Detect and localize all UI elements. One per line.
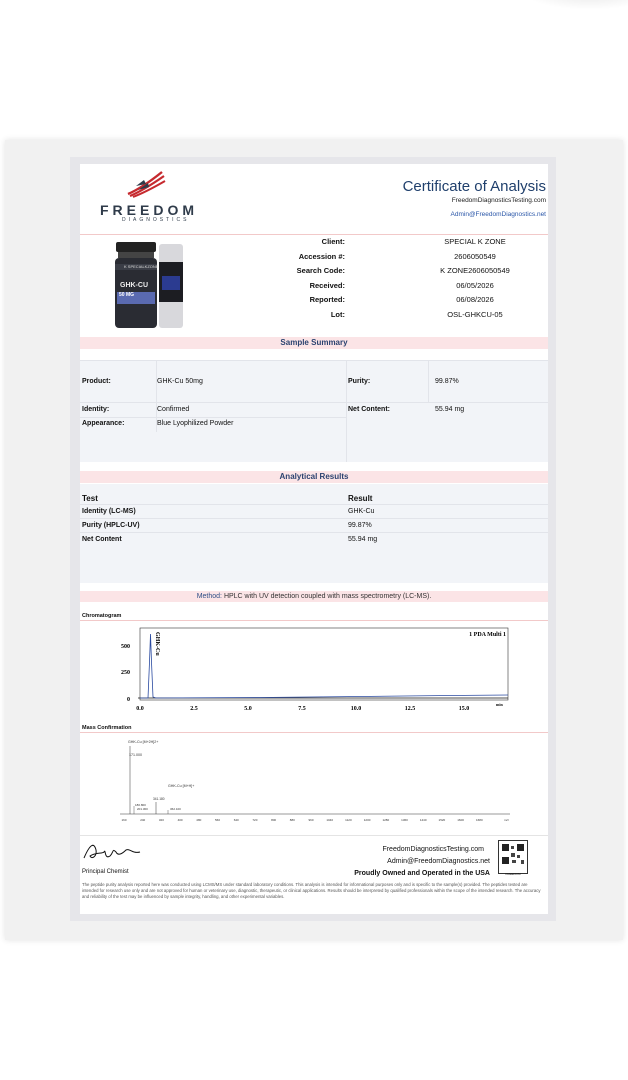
header-email[interactable]: Admin@FreedomDiagnostics.net: [450, 211, 546, 218]
info-value: SPECIAL K ZONE: [444, 237, 506, 246]
info-label: Received:: [309, 281, 345, 290]
x-tick: 5.0: [244, 706, 252, 712]
ion-label: GHK-Cu [M+2H]2+: [128, 740, 159, 744]
chromatogram-divider: [80, 620, 548, 621]
mass-x-tick: 1440: [419, 818, 427, 822]
mass-x-tick: 480: [196, 818, 202, 822]
product-value: GHK-Cu 50mg: [157, 378, 203, 385]
mass-x-tick: 1360: [401, 818, 408, 822]
method-text: HPLC with UV detection coupled with mass spectrometry (LC-MS).: [223, 593, 432, 600]
ion-mz: 171.000: [129, 753, 142, 757]
mass-x-tick: 240: [140, 818, 146, 822]
mass-x-tick: 320: [158, 818, 164, 822]
purity-label: Purity:: [348, 378, 371, 385]
grid-line: [80, 518, 548, 519]
header-divider: [80, 234, 548, 235]
mass-x-tick: 400: [177, 818, 183, 822]
qr-code-icon[interactable]: [498, 840, 528, 874]
info-row-reported: [230, 295, 540, 309]
grid-line: [80, 504, 548, 505]
x-tick: 0.0: [136, 706, 144, 712]
mass-x-tick: 800: [271, 818, 277, 822]
grid-line: [346, 360, 347, 462]
result-test: Identity (LC-MS): [82, 508, 136, 515]
mass-x-tick: 1120: [345, 818, 352, 822]
info-row-accession: [230, 252, 540, 266]
certificate-page: [80, 164, 548, 914]
purity-value: 99.87%: [435, 378, 459, 385]
grid-line: [80, 360, 548, 361]
analytical-panel: [80, 484, 548, 583]
plot-frame: [140, 628, 508, 700]
grid-line: [80, 402, 548, 403]
info-label: Reported:: [309, 295, 345, 304]
col-test-header: Test: [82, 494, 98, 503]
info-label: Lot:: [330, 310, 345, 319]
chromatogram-heading: Chromatogram: [82, 613, 122, 619]
grid-line: [80, 532, 548, 533]
info-row-received: [230, 281, 540, 295]
mass-x-tick: 1680: [475, 818, 483, 822]
minor-mz: 201.300: [137, 807, 148, 811]
identity-label: Identity:: [82, 406, 110, 413]
mass-x-tick: 960: [308, 818, 314, 822]
peak-label: GHK-Cu: [154, 632, 160, 656]
grid-line: [428, 360, 429, 402]
footer-owned: Proudly Owned and Operated in the USA: [354, 870, 490, 877]
footer-website[interactable]: FreedomDiagnosticsTesting.com: [382, 846, 484, 853]
x-tick: 7.5: [298, 706, 306, 712]
mass-x-tick: 880: [289, 818, 295, 822]
result-value: 55.94 mg: [348, 536, 378, 543]
vial-brand: K SPECIALKZONE: [124, 264, 159, 269]
vial-dose: 50 MG: [119, 292, 135, 298]
x-unit: min: [496, 702, 503, 707]
result-test: Purity (HPLC-UV): [82, 522, 140, 529]
appearance-label: Appearance:: [82, 420, 125, 427]
info-value: OSL-GHKCU-05: [447, 310, 503, 319]
info-row-search-code: [230, 266, 540, 280]
appearance-value: Blue Lyophilized Powder: [157, 420, 234, 427]
y-tick: 250: [121, 670, 130, 676]
mass-x-tick: 1280: [382, 818, 390, 822]
mass-x-tick: 1600: [457, 818, 464, 822]
mass-x-ticks: [121, 818, 482, 822]
info-value: 06/08/2026: [456, 295, 494, 304]
x-tick: 10.0: [350, 706, 362, 712]
result-test: Net Content: [82, 536, 122, 543]
x-tick: 12.5: [404, 706, 416, 712]
mass-x-tick: 160: [121, 818, 127, 822]
mass-x-tick: 720: [252, 818, 258, 822]
flag-logo-icon: [124, 170, 166, 198]
col-result-header: Result: [348, 494, 373, 503]
footer-email[interactable]: Admin@FreedomDiagnostics.net: [387, 858, 490, 865]
info-label: Accession #:: [298, 252, 345, 261]
y-tick: 500: [121, 644, 130, 650]
analytical-results-heading: Analytical Results: [80, 471, 548, 483]
sample-summary-panel: [80, 360, 548, 462]
info-label: Search Code:: [296, 266, 345, 275]
top-shadow: [520, 0, 628, 10]
mass-x-tick: 1520: [438, 818, 446, 822]
minor-mz: 362.100: [170, 807, 181, 811]
grid-line: [80, 417, 346, 418]
logo-wordmark: FREEDOM: [100, 202, 198, 218]
ion-label: GHK-Cu [M+H]+: [168, 784, 195, 788]
info-value: K ZONE2606050549: [440, 266, 510, 275]
net-content-value: 55.94 mg: [435, 406, 465, 413]
info-label: Client:: [321, 237, 345, 246]
ion-mz: 341.180: [153, 797, 165, 801]
disclaimer: The peptide purity analysis reported here was conducted using LCMS/MS under standard laboratory conditions. This analysis is intended for informational purposes only and is specific to the sample(s) provided. The peptides tested are intended for research use only and are not approved for human or veterinary use, diagnostic, therapeutic, or clinical applications. Results should be interpreted by qualified professionals within the scope of the intended research. The accuracy and reliability of the test may be influenced by sample integrity, handling, and other experimental variables.: [82, 882, 541, 900]
x-tick: 15.0: [458, 706, 470, 712]
mass-spectrum-plot: [120, 734, 520, 824]
page-title: Certificate of Analysis: [402, 178, 546, 195]
result-value: GHK-Cu: [348, 508, 375, 515]
mass-divider: [80, 732, 548, 733]
info-row-client: [230, 237, 540, 251]
info-value: 2606050549: [454, 252, 496, 261]
net-content-label: Net Content:: [348, 406, 390, 413]
result-value: 99.87%: [348, 522, 372, 529]
mass-x-unit: m/z: [504, 818, 509, 822]
identity-value: Confirmed: [157, 406, 190, 413]
signature-name: [96, 850, 126, 856]
x-tick: 2.5: [190, 706, 198, 712]
info-value: 06/05/2026: [456, 281, 494, 290]
product-label: Product:: [82, 378, 111, 385]
method-bar: [80, 591, 548, 602]
mass-x-tick: 640: [233, 818, 239, 822]
chromatogram-legend: 1 PDA Multi 1: [469, 632, 506, 638]
vial-name: GHK-CU: [120, 282, 148, 289]
mass-x-tick: 1040: [326, 818, 334, 822]
mass-x-tick: 1200: [363, 818, 371, 822]
minor-mz: 180.800: [135, 803, 146, 807]
sample-summary-heading: Sample Summary: [80, 337, 548, 349]
y-tick: 0: [127, 697, 130, 703]
info-row-lot: [230, 310, 540, 324]
footer-divider: [80, 835, 548, 836]
principal-chemist: Principal Chemist: [82, 869, 129, 875]
chromatogram-plot: [110, 622, 510, 718]
mass-x-tick: 560: [214, 818, 221, 822]
mass-heading: Mass Confirmation: [82, 725, 132, 731]
qr-label: FREEDOM: [505, 872, 521, 876]
header-website[interactable]: FreedomDiagnosticsTesting.com: [451, 197, 546, 204]
method-label: Method:: [196, 593, 222, 600]
logo-subtitle: DIAGNOSTICS: [122, 217, 190, 223]
